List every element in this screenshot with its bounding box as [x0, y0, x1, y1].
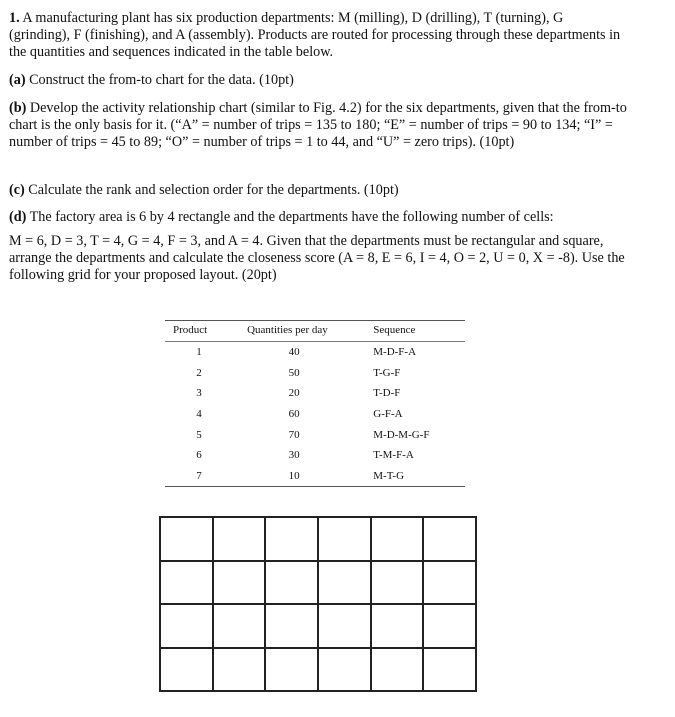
grid-cell [423, 604, 476, 648]
problem-number: 1. [9, 10, 20, 26]
part-a-text: Construct the from-to chart for the data. (10pt) [29, 72, 294, 88]
cell-sequence: T-D-F [373, 387, 401, 400]
cell-qty: 10 [233, 466, 355, 487]
cell-product: 2 [196, 366, 202, 379]
cell-sequence: M-D-F-A [373, 346, 417, 359]
cell-qty: 60 [288, 408, 300, 421]
part-d-label: (d) [9, 209, 27, 225]
part-c-text: Calculate the rank and selection order for the departments. (10pt) [28, 182, 399, 198]
problem-intro [9, 10, 627, 61]
cell-qty: 30 [288, 449, 300, 462]
product-routing-table [165, 320, 465, 487]
part-a [9, 72, 627, 89]
part-c [9, 182, 627, 199]
table-row [165, 445, 465, 466]
cell-qty: 50 [288, 366, 300, 379]
problem-intro-text: A manufacturing plant has six production departments: M (milling), D (drilling), T (turning), G (grinding), F (finishing), and A (assembly). Products are routed for processing through these departments in the quantities and sequences indicated in the table below. [9, 10, 621, 60]
grid-cell [213, 561, 266, 605]
part-b [9, 100, 627, 151]
cell-product: 1 [196, 346, 202, 359]
cell-qty: 40 [288, 346, 300, 359]
grid-cell [371, 561, 424, 605]
grid-cell [371, 648, 424, 692]
grid-cell [160, 604, 213, 648]
grid-cell [265, 517, 318, 561]
part-b-text: Develop the activity relationship chart (similar to Fig. 4.2) for the six departments, given that the from-to chart is the only basis for it. (“A” = number of trips = 135 to 180; “E” = number of trips = 90 to 134; “I” = number of trips = 45 to 89; “O” = number of trips = 1 to 44, and “U” = zero trips). (10pt) [9, 100, 627, 150]
cell-sequence: M-D-M-G-F [373, 428, 430, 441]
part-c-label: (c) [9, 182, 25, 198]
table-row [165, 383, 465, 404]
part-d [9, 209, 627, 226]
grid-cell [265, 648, 318, 692]
table-row [165, 404, 465, 425]
grid-cell [265, 561, 318, 605]
grid-cell [318, 517, 371, 561]
cell-sequence: T-M-F-A [373, 449, 414, 462]
header-product: Product [165, 321, 233, 342]
part-d-continued [9, 233, 627, 284]
table-row [165, 466, 465, 487]
cell-sequence: T-G-F [373, 366, 401, 379]
header-sequence: Sequence [355, 321, 465, 342]
part-d2-text: M = 6, D = 3, T = 4, G = 4, F = 3, and A = 4. Given that the departments must be rectangular and square, arrange the departments and calculate the closeness score (A = 8, E = 6, I = 4, O = 2, U = 0, X = -8). Use the following grid for your proposed layout. (20pt) [9, 233, 625, 283]
cell-sequence: M-T-G [355, 466, 465, 487]
grid-cell [371, 604, 424, 648]
part-b-label: (b) [9, 100, 27, 116]
part-d-text: The factory area is 6 by 4 rectangle and the departments have the following number of cells: [29, 209, 554, 225]
grid-cell [423, 561, 476, 605]
cell-product: 5 [196, 428, 202, 441]
table-row [165, 424, 465, 445]
grid-cell [318, 604, 371, 648]
cell-product: 4 [196, 408, 202, 421]
cell-qty: 20 [288, 387, 300, 400]
grid-cell [265, 604, 318, 648]
grid-cell [318, 648, 371, 692]
grid-cell [213, 648, 266, 692]
cell-product: 6 [196, 449, 202, 462]
cell-sequence: G-F-A [373, 408, 403, 421]
cell-qty: 70 [288, 428, 300, 441]
grid-cell [160, 561, 213, 605]
grid-cell [371, 517, 424, 561]
cell-product: 7 [165, 466, 233, 487]
grid-cell [160, 648, 213, 692]
table-header-row [165, 321, 465, 342]
grid-cell [160, 517, 213, 561]
layout-grid [159, 516, 477, 692]
cell-product: 3 [196, 387, 202, 400]
grid-cell [423, 648, 476, 692]
grid-cell [423, 517, 476, 561]
table-row [165, 363, 465, 384]
header-quantities: Quantities per day [233, 321, 355, 342]
grid-cell [213, 604, 266, 648]
grid-cell [213, 517, 266, 561]
table-row [165, 342, 465, 363]
part-a-label: (a) [9, 72, 26, 88]
grid-cell [318, 561, 371, 605]
